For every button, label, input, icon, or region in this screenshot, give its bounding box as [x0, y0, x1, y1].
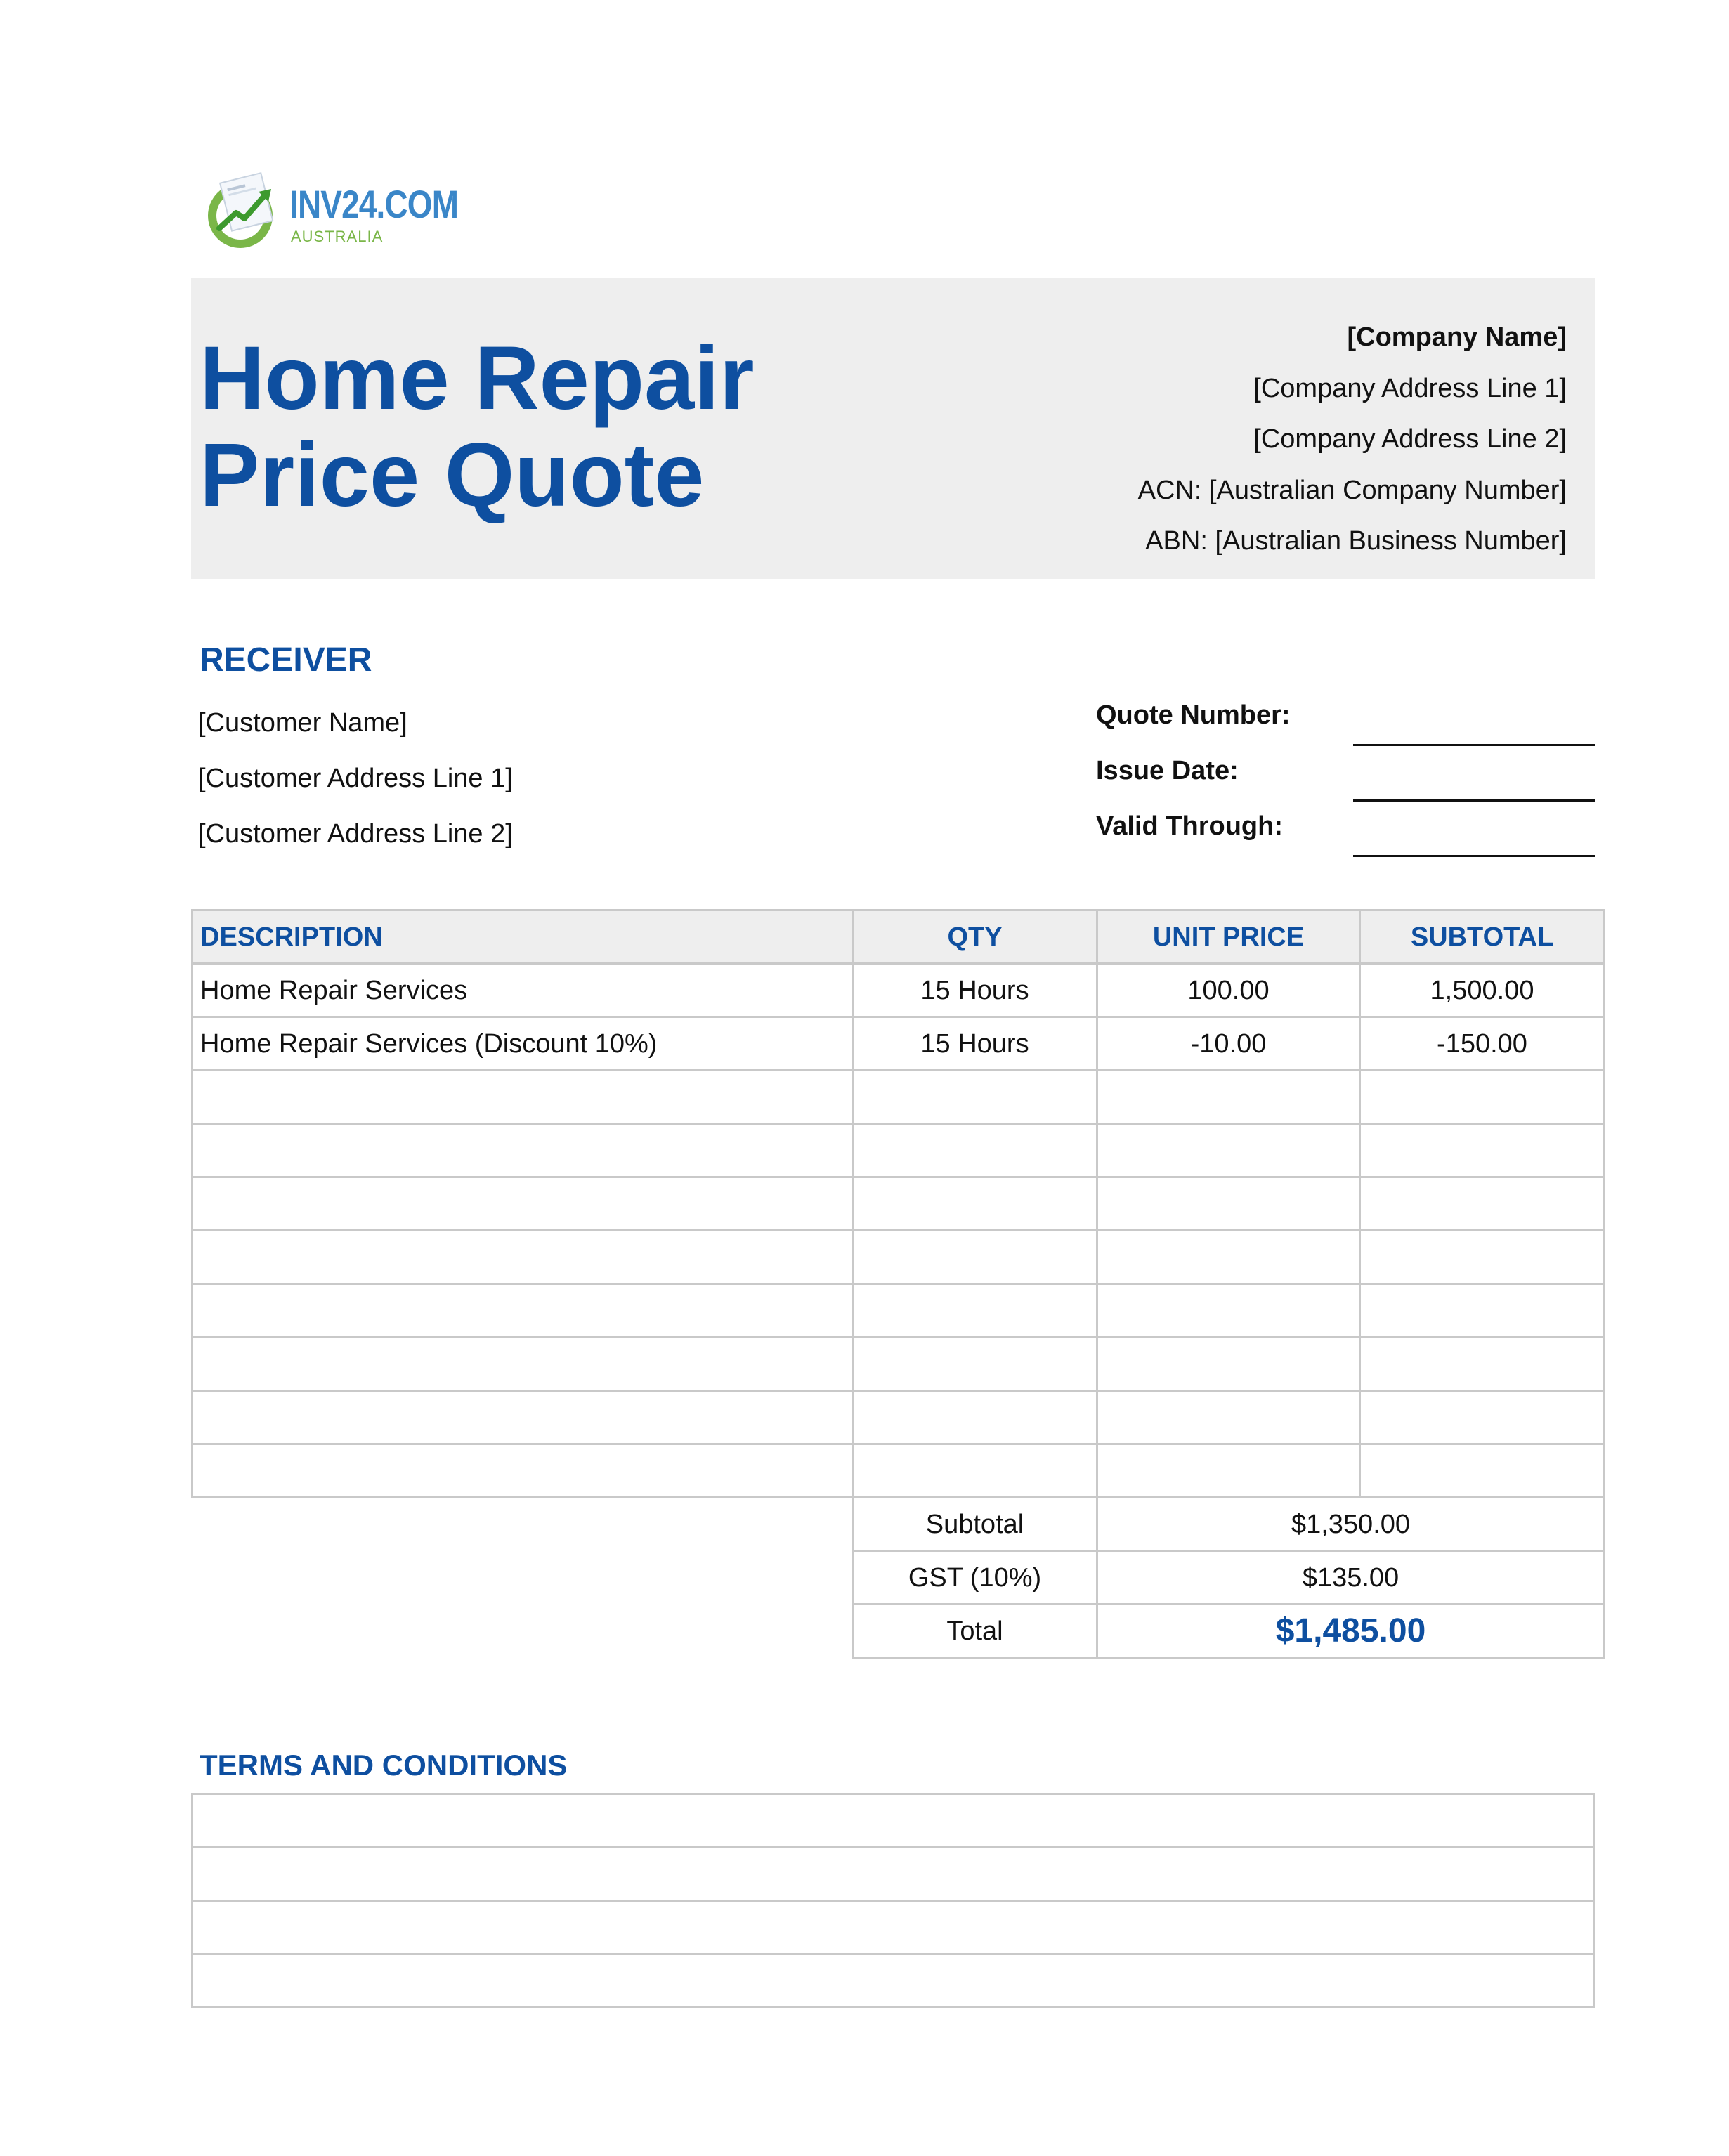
- terms-table: [191, 1793, 1595, 2008]
- customer-info: [198, 695, 513, 862]
- empty-cell[interactable]: [853, 1338, 1097, 1391]
- customer-name: [Customer Name]: [198, 708, 407, 738]
- issue-date-label: Issue Date:: [1096, 756, 1239, 785]
- logo-wordmark: INV24.COM: [289, 182, 459, 226]
- header-description: DESCRIPTION: [193, 910, 853, 964]
- empty-cell[interactable]: [1097, 1071, 1360, 1124]
- empty-cell[interactable]: [193, 1391, 853, 1444]
- item-unit-price[interactable]: -10.00: [1097, 1017, 1360, 1071]
- table-row-empty: [193, 1231, 1605, 1284]
- empty-cell[interactable]: [853, 1444, 1097, 1498]
- item-description[interactable]: Home Repair Services: [193, 964, 853, 1017]
- issue-date-row: [1096, 753, 1595, 809]
- subtotal-label: Subtotal: [853, 1498, 1097, 1551]
- table-row-empty: [193, 1284, 1605, 1338]
- table-row-empty: [193, 1444, 1605, 1498]
- terms-row: [193, 1794, 1594, 1848]
- company-logo: [204, 172, 471, 249]
- empty-cell[interactable]: [1360, 1071, 1605, 1124]
- terms-heading: TERMS AND CONDITIONS: [200, 1749, 568, 1782]
- empty-cell[interactable]: [853, 1177, 1097, 1231]
- empty-cell[interactable]: [1360, 1177, 1605, 1231]
- total-label: Total: [853, 1605, 1097, 1658]
- total-value: $1,485.00: [1097, 1605, 1605, 1658]
- invoice-logo-icon: [204, 172, 282, 249]
- empty-cell[interactable]: [853, 1231, 1097, 1284]
- subtotal-row: [193, 1498, 1605, 1551]
- company-address-2: [Company Address Line 2]: [1253, 424, 1567, 454]
- terms-cell[interactable]: [193, 1901, 1594, 1954]
- empty-cell[interactable]: [1360, 1284, 1605, 1338]
- empty-cell[interactable]: [853, 1284, 1097, 1338]
- item-description[interactable]: Home Repair Services (Discount 10%): [193, 1017, 853, 1071]
- line-items-table: [191, 909, 1605, 1659]
- summary-spacer: [193, 1551, 853, 1605]
- table-row: [193, 1017, 1605, 1071]
- item-unit-price[interactable]: 100.00: [1097, 964, 1360, 1017]
- table-row-empty: [193, 1177, 1605, 1231]
- quote-number-row: [1096, 698, 1595, 753]
- terms-cell[interactable]: [193, 1954, 1594, 2008]
- table-row-empty: [193, 1391, 1605, 1444]
- item-qty[interactable]: 15 Hours: [853, 1017, 1097, 1071]
- title-line-1: Home Repair: [200, 328, 755, 429]
- empty-cell[interactable]: [853, 1391, 1097, 1444]
- company-address-1: [Company Address Line 1]: [1253, 373, 1567, 403]
- terms-row: [193, 1901, 1594, 1954]
- terms-cell[interactable]: [193, 1794, 1594, 1848]
- terms-cell[interactable]: [193, 1848, 1594, 1901]
- title-line-2: Price Quote: [200, 425, 705, 525]
- company-name: [Company Name]: [1347, 322, 1567, 352]
- terms-row: [193, 1848, 1594, 1901]
- issue-date-field[interactable]: [1353, 799, 1595, 802]
- empty-cell[interactable]: [193, 1284, 853, 1338]
- quote-number-label: Quote Number:: [1096, 700, 1291, 730]
- empty-cell[interactable]: [853, 1071, 1097, 1124]
- empty-cell[interactable]: [1360, 1124, 1605, 1177]
- gst-value: $135.00: [1097, 1551, 1605, 1605]
- receiver-heading: RECEIVER: [200, 641, 372, 679]
- quote-number-field[interactable]: [1353, 744, 1595, 746]
- empty-cell[interactable]: [1097, 1124, 1360, 1177]
- empty-cell[interactable]: [1360, 1444, 1605, 1498]
- empty-cell[interactable]: [1097, 1284, 1360, 1338]
- terms-row: [193, 1954, 1594, 2008]
- quote-meta: [1096, 698, 1595, 864]
- item-subtotal[interactable]: 1,500.00: [1360, 964, 1605, 1017]
- empty-cell[interactable]: [193, 1124, 853, 1177]
- header-qty: QTY: [853, 910, 1097, 964]
- company-info: [934, 312, 1567, 567]
- empty-cell[interactable]: [193, 1177, 853, 1231]
- empty-cell[interactable]: [1097, 1231, 1360, 1284]
- customer-address-1: [Customer Address Line 1]: [198, 764, 513, 793]
- empty-cell[interactable]: [1097, 1177, 1360, 1231]
- empty-cell[interactable]: [853, 1124, 1097, 1177]
- item-subtotal[interactable]: -150.00: [1360, 1017, 1605, 1071]
- table-row-empty: [193, 1124, 1605, 1177]
- empty-cell[interactable]: [1097, 1391, 1360, 1444]
- gst-row: [193, 1551, 1605, 1605]
- empty-cell[interactable]: [1360, 1391, 1605, 1444]
- company-abn: ABN: [Australian Business Number]: [1145, 526, 1567, 556]
- summary-spacer: [193, 1605, 853, 1658]
- empty-cell[interactable]: [1360, 1338, 1605, 1391]
- empty-cell[interactable]: [1360, 1231, 1605, 1284]
- company-acn: ACN: [Australian Company Number]: [1137, 475, 1567, 505]
- header-subtotal: SUBTOTAL: [1360, 910, 1605, 964]
- total-row: [193, 1605, 1605, 1658]
- summary-spacer: [193, 1498, 853, 1551]
- valid-through-label: Valid Through:: [1096, 811, 1283, 841]
- gst-label: GST (10%): [853, 1551, 1097, 1605]
- document-title: [200, 330, 755, 524]
- empty-cell[interactable]: [1097, 1338, 1360, 1391]
- logo-tagline: AUSTRALIA: [291, 228, 384, 245]
- item-qty[interactable]: 15 Hours: [853, 964, 1097, 1017]
- valid-through-field[interactable]: [1353, 855, 1595, 857]
- subtotal-value: $1,350.00: [1097, 1498, 1605, 1551]
- valid-through-row: [1096, 809, 1595, 864]
- empty-cell[interactable]: [193, 1071, 853, 1124]
- table-row: [193, 964, 1605, 1017]
- empty-cell[interactable]: [193, 1444, 853, 1498]
- header-unit-price: UNIT PRICE: [1097, 910, 1360, 964]
- table-row-empty: [193, 1338, 1605, 1391]
- table-header-row: [193, 910, 1605, 964]
- customer-address-2: [Customer Address Line 2]: [198, 819, 513, 849]
- empty-cell[interactable]: [193, 1338, 853, 1391]
- empty-cell[interactable]: [193, 1231, 853, 1284]
- table-row-empty: [193, 1071, 1605, 1124]
- empty-cell[interactable]: [1097, 1444, 1360, 1498]
